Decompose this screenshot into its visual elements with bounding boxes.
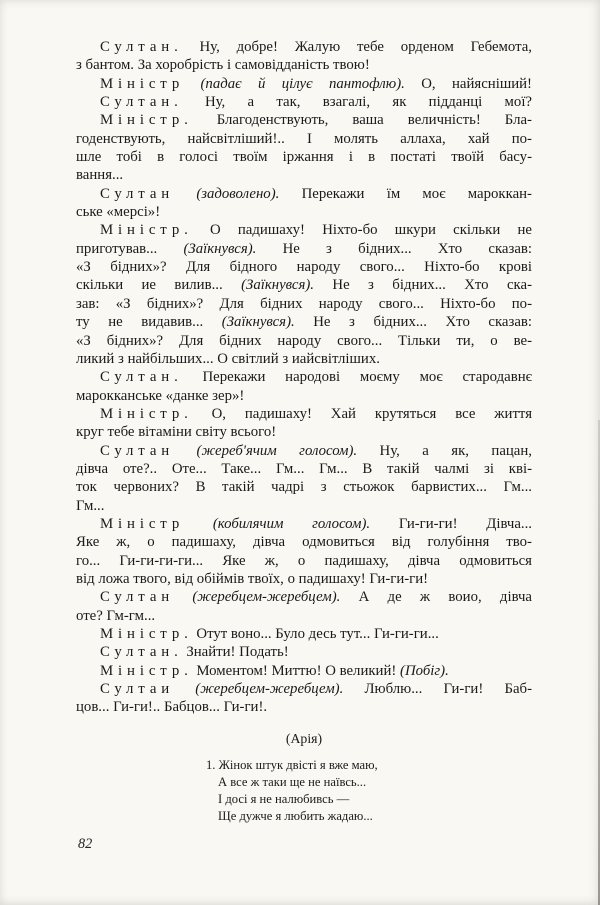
speaker-name: Міністр.: [100, 626, 193, 642]
verse-line: А все ж таки ще не наївсь...: [218, 774, 367, 789]
speaker-name: Султан.: [100, 94, 183, 111]
dialogue-text: Ги-ги-ги! Дівча...: [370, 515, 532, 532]
text-line: [76, 75, 532, 93]
verse-line: І досі я не налюбивсь —: [218, 791, 350, 806]
dialogue-text: Отут воно... Було десь тут... Ги-ги-ги...: [192, 626, 439, 642]
text-line: [76, 698, 532, 716]
dialogue-text: вання...: [76, 167, 124, 184]
text-line: [76, 38, 532, 56]
text-line: [76, 368, 532, 386]
dialogue-text: О, найясніший!: [404, 75, 532, 92]
aria-heading: (Арія): [285, 730, 323, 746]
stage-direction: (Заїкнувся).: [183, 240, 257, 257]
dialogue-text: марокканське «данке зер»!: [76, 387, 245, 404]
text-line: [76, 662, 532, 680]
dialogue-text: скільки ие вилив...: [76, 277, 242, 294]
stage-direction: (жереб'ячим голосом).: [174, 442, 358, 459]
text-line: [76, 332, 532, 350]
text-line: [76, 680, 532, 698]
dialogue-text: Яке ж, о падишаху, дівча одмовиться від голубіння тво-: [76, 534, 532, 551]
text-line: [76, 442, 532, 460]
stage-direction: (Побіг).: [400, 662, 449, 679]
text-line: [76, 240, 532, 258]
speaker-name: Султан.: [100, 39, 183, 55]
dialogue-text: ликий з найбільших... О світлий з иайсвітліших.: [76, 350, 380, 367]
dialogue-text: Моментом! Миттю! О великий!: [192, 662, 401, 679]
text-line: [76, 478, 532, 496]
dialogue-text: О, падишаху! Хай крутяться все життя: [192, 405, 532, 422]
text-line: [76, 423, 532, 441]
dialogue-text: Ну, а як, пацан,: [357, 442, 532, 459]
text-line: [76, 166, 532, 184]
text-line: [76, 185, 532, 203]
text-line: [76, 313, 532, 331]
stage-direction: (падає й цілує пантофлю).: [184, 75, 405, 92]
speaker-name: Султан.: [100, 369, 183, 386]
text-line: [76, 295, 532, 313]
text-line: [76, 460, 532, 478]
text-line: [76, 588, 532, 606]
stage-direction: (кобилячим голосом).: [184, 515, 371, 532]
text-line: [76, 350, 532, 368]
stage-direction: (жеребцем-жеребцем).: [174, 589, 341, 606]
stage-direction: (жеребцем-жеребцем).: [174, 681, 344, 698]
dialogue-text: Не з бідних... Хто сказав:: [256, 240, 532, 257]
stage-direction: (задоволено).: [174, 185, 280, 202]
dialogue-text: шле тобі в голосі твоїм іржання і в постаті твоїй басу-: [76, 149, 532, 166]
speaker-name: Міністр: [100, 75, 185, 92]
verse-line: 1. Жінок штук двісті я вже маю,: [206, 757, 378, 772]
dialogue-text: круг тебе вітаміни світу всього!: [76, 424, 277, 441]
text-line: [76, 570, 532, 588]
speaker-name: Міністр.: [100, 112, 193, 129]
text-line: [76, 93, 532, 111]
speaker-name: Султан: [100, 442, 175, 459]
text-line: [76, 148, 532, 166]
text-line: [76, 203, 532, 221]
dialogue-text: Гм...: [76, 497, 105, 514]
dialogue-text: го... Ги-ги-ги-ги... Яке ж, о падишаху, дівча одмовиться: [76, 552, 532, 569]
dialogue-text: з бантом. За хоробрість і самовідданість твою!: [76, 57, 370, 74]
text-line: [76, 130, 532, 148]
speaker-name: Султан: [100, 185, 175, 202]
text-line: [76, 111, 532, 129]
text-line: [76, 221, 532, 239]
speaker-name: Султаи: [100, 681, 175, 698]
dialogue-text: Ну, а так, взагалі, як підданці мої?: [182, 94, 532, 111]
dialogue-text: ток червоних? В такій чадрі з стьожок барвистих... Гм...: [76, 479, 532, 496]
speaker-name: Султан.: [100, 644, 183, 661]
text-line: [76, 276, 532, 294]
text-line: [76, 643, 532, 661]
dialogue-text: дівча оте?.. Оте... Таке... Гм... Гм... В такій чалмі зі кві-: [76, 460, 532, 477]
dialogue-text: годенствують, найсвітліший!.. І молять аллаха, хай по-: [76, 130, 532, 147]
dialogue-text: «З бідних»? Для бідного народу свого... Ніхто-бо крові: [76, 259, 532, 276]
text-line: [76, 405, 532, 423]
dialogue-text: приготував...: [76, 240, 184, 257]
text-line: [76, 515, 532, 533]
text-line: [76, 258, 532, 276]
speaker-name: Міністр: [100, 515, 185, 532]
dialogue-text: Знайти! Подать!: [182, 644, 289, 661]
dialogue-text: Перекажи їм моє мароккан-: [279, 185, 532, 202]
text-column: [76, 38, 532, 825]
text-line: [76, 533, 532, 551]
dialogue-text: О падишаху! Ніхто-бо шкури скільки не: [192, 222, 532, 239]
dialogue-text: Ну, добре! Жалую тебе орденом Гебемота,: [182, 39, 532, 55]
stage-direction: (Заїкнувся).: [221, 314, 295, 331]
dialogue-text: оте? Гм-гм...: [76, 607, 156, 624]
text-line: [76, 552, 532, 570]
text-line: [76, 497, 532, 515]
text-line: [76, 625, 532, 643]
dialogue-text: «З бідних»? Для бідних народу свого... Тільки ти, о ве-: [76, 332, 532, 349]
dialogue-text: А де ж воио, дівча: [340, 589, 532, 606]
verse-block: [76, 757, 532, 825]
page-number: 82: [78, 836, 93, 852]
text-line: [76, 387, 532, 405]
speaker-name: Міністр.: [100, 662, 193, 679]
speaker-name: Міністр.: [100, 405, 193, 422]
dialogue-text: ту не видавив...: [76, 314, 222, 331]
dialogue-text: ське «мерсі»!: [76, 204, 161, 221]
speaker-name: Міністр.: [100, 222, 193, 239]
text-line: [76, 56, 532, 74]
speaker-name: Султан: [100, 589, 175, 606]
dialogue-text: від ложа твого, від обіймів твоїх, о падишаху! Ги-ги-ги!: [76, 570, 429, 587]
dialogue-text: Не з бідних... Хто ска-: [314, 277, 532, 294]
text-line: [76, 607, 532, 625]
stage-direction: (Заїкнувся).: [241, 277, 314, 294]
verse-line: Ще дужче я любить жадаю...: [218, 808, 373, 823]
dialogue-text: Перекажи народові моєму моє стародавнє: [182, 369, 532, 386]
dialogue-text: Благоденствують, ваша величність! Бла-: [192, 112, 532, 129]
dialogue-text: Не з бідних... Хто сказав:: [294, 314, 532, 331]
dialogue-text: Люблю... Ги-ги! Баб-: [343, 681, 532, 698]
play-text: [76, 38, 532, 717]
dialogue-text: цов... Ги-ги!.. Бабцов... Ги-ги!.: [76, 699, 268, 716]
dialogue-text: зав: «З бідних»? Для бідних народу свого... Ніхто-бо по-: [76, 295, 532, 312]
